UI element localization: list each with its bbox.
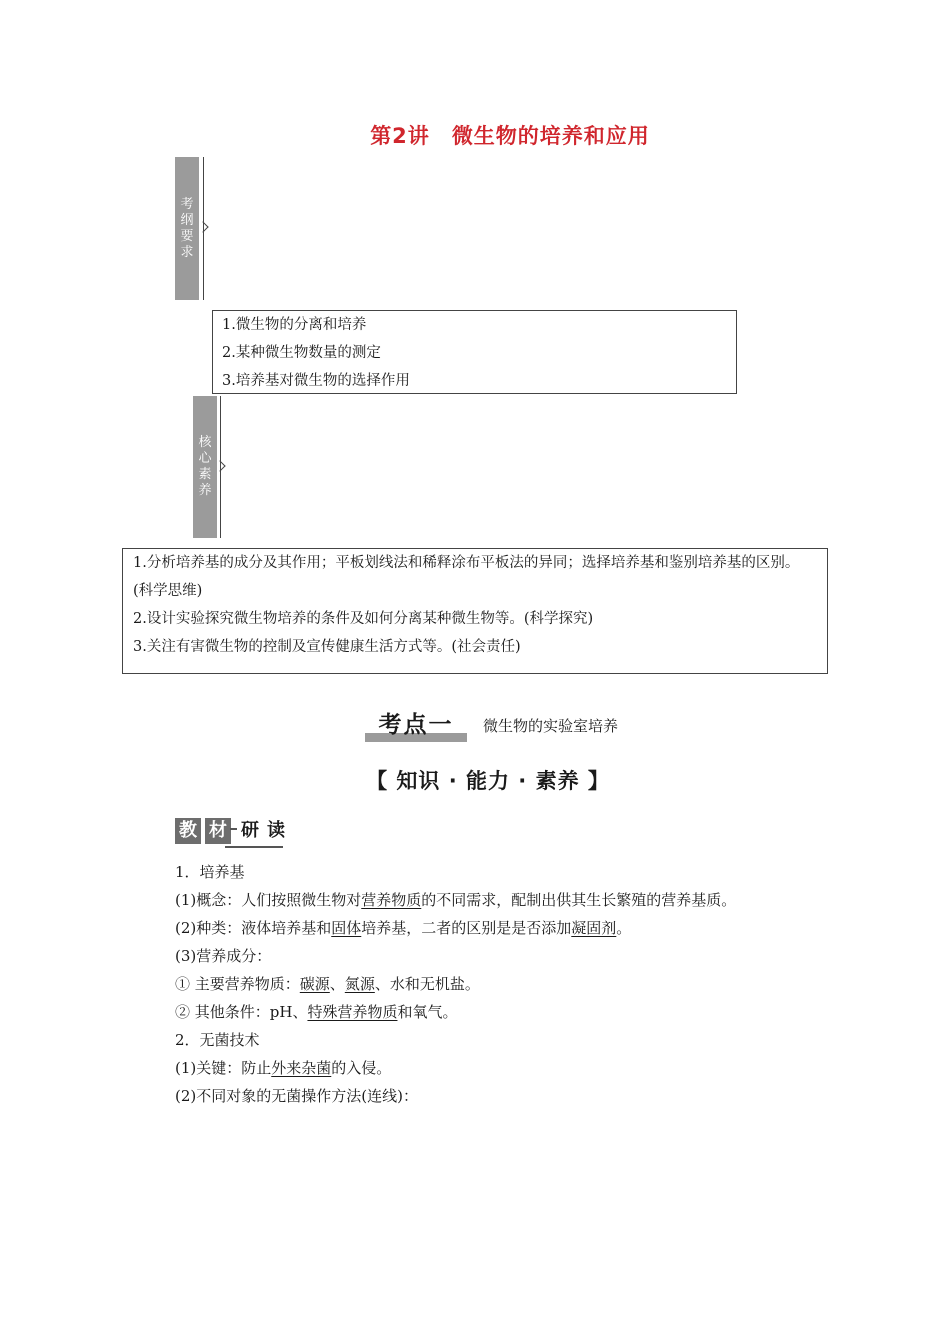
page-title [0, 120, 950, 150]
line-methods: (2)不同对象的无菌操作方法(连线)： [175, 1087, 418, 1105]
badge-tick [230, 828, 237, 830]
exam-outline-tab [175, 157, 199, 300]
line-main-nutrients: ① 主要营养物质：碳源、氮源、水和无机盐。 [175, 975, 480, 993]
chevron-right-icon [197, 221, 208, 232]
exam-outline-item: 3.培养基对微生物的选择作用 [222, 373, 410, 389]
badge-char: 教 [175, 818, 201, 844]
core-literacy-item: 3.关注有害微生物的控制及宣传健康生活方式等。(社会责任) [133, 639, 521, 655]
underlined-answer: 凝固剂 [571, 919, 617, 937]
core-literacy-item: 1.分析培养基的成分及其作用；平板划线法和稀释涂布平板法的异同；选择培养基和鉴别培养基的区别。(科学思维) [133, 555, 800, 599]
underlined-answer: 营养物质 [361, 891, 422, 909]
kaodian-topic: 微生物的实验室培养 [483, 717, 619, 735]
kaodian-label: 考点一 [378, 712, 454, 738]
heading-culture-medium: 1．培养基 [175, 863, 245, 881]
section-heading: 【 知识 · 能力 · 素养 】 [366, 769, 610, 793]
exam-outline-tab-label: 考纲要求 [180, 196, 194, 260]
badge-char: 研 [241, 820, 259, 841]
exam-outline-item: 1.微生物的分离和培养 [222, 317, 367, 333]
badge-char: 材 [205, 818, 231, 844]
underlined-answer: 氮源 [344, 975, 375, 993]
heading-aseptic-technique: 2．无菌技术 [175, 1031, 260, 1049]
core-literacy-tab-label: 核心素养 [198, 435, 212, 498]
core-literacy-box [122, 548, 828, 674]
line-concept: (1)概念：人们按照微生物对营养物质的不同需求，配制出供其生长繁殖的营养基质。 [175, 891, 737, 909]
exam-outline-item: 2.某种微生物数量的测定 [222, 345, 381, 361]
underlined-answer: 碳源 [299, 975, 330, 993]
lecture-title: 微生物的培养和应用 [451, 124, 650, 148]
core-literacy-tab [193, 396, 217, 538]
underlined-answer: 外来杂菌 [271, 1059, 332, 1077]
line-key: (1)关键：防止外来杂菌的入侵。 [175, 1059, 392, 1077]
line-nutrients: (3)营养成分： [175, 947, 272, 965]
line-other-conditions: ② 其他条件：pH、特殊营养物质和氧气。 [175, 1003, 458, 1021]
exam-outline-box [212, 310, 737, 394]
underlined-answer: 固体 [331, 919, 362, 937]
content-body [175, 858, 875, 1110]
core-literacy-item: 2.设计实验探究微生物培养的条件及如何分离某种微生物等。(科学探究) [133, 611, 594, 627]
badge-char: 读 [267, 820, 285, 841]
lecture-number: 第2讲 [370, 124, 430, 148]
badge-underline [225, 846, 283, 848]
line-types: (2)种类：液体培养基和固体培养基，二者的区别是是否添加凝固剂。 [175, 919, 632, 937]
underlined-answer: 特殊营养物质 [307, 1003, 398, 1021]
